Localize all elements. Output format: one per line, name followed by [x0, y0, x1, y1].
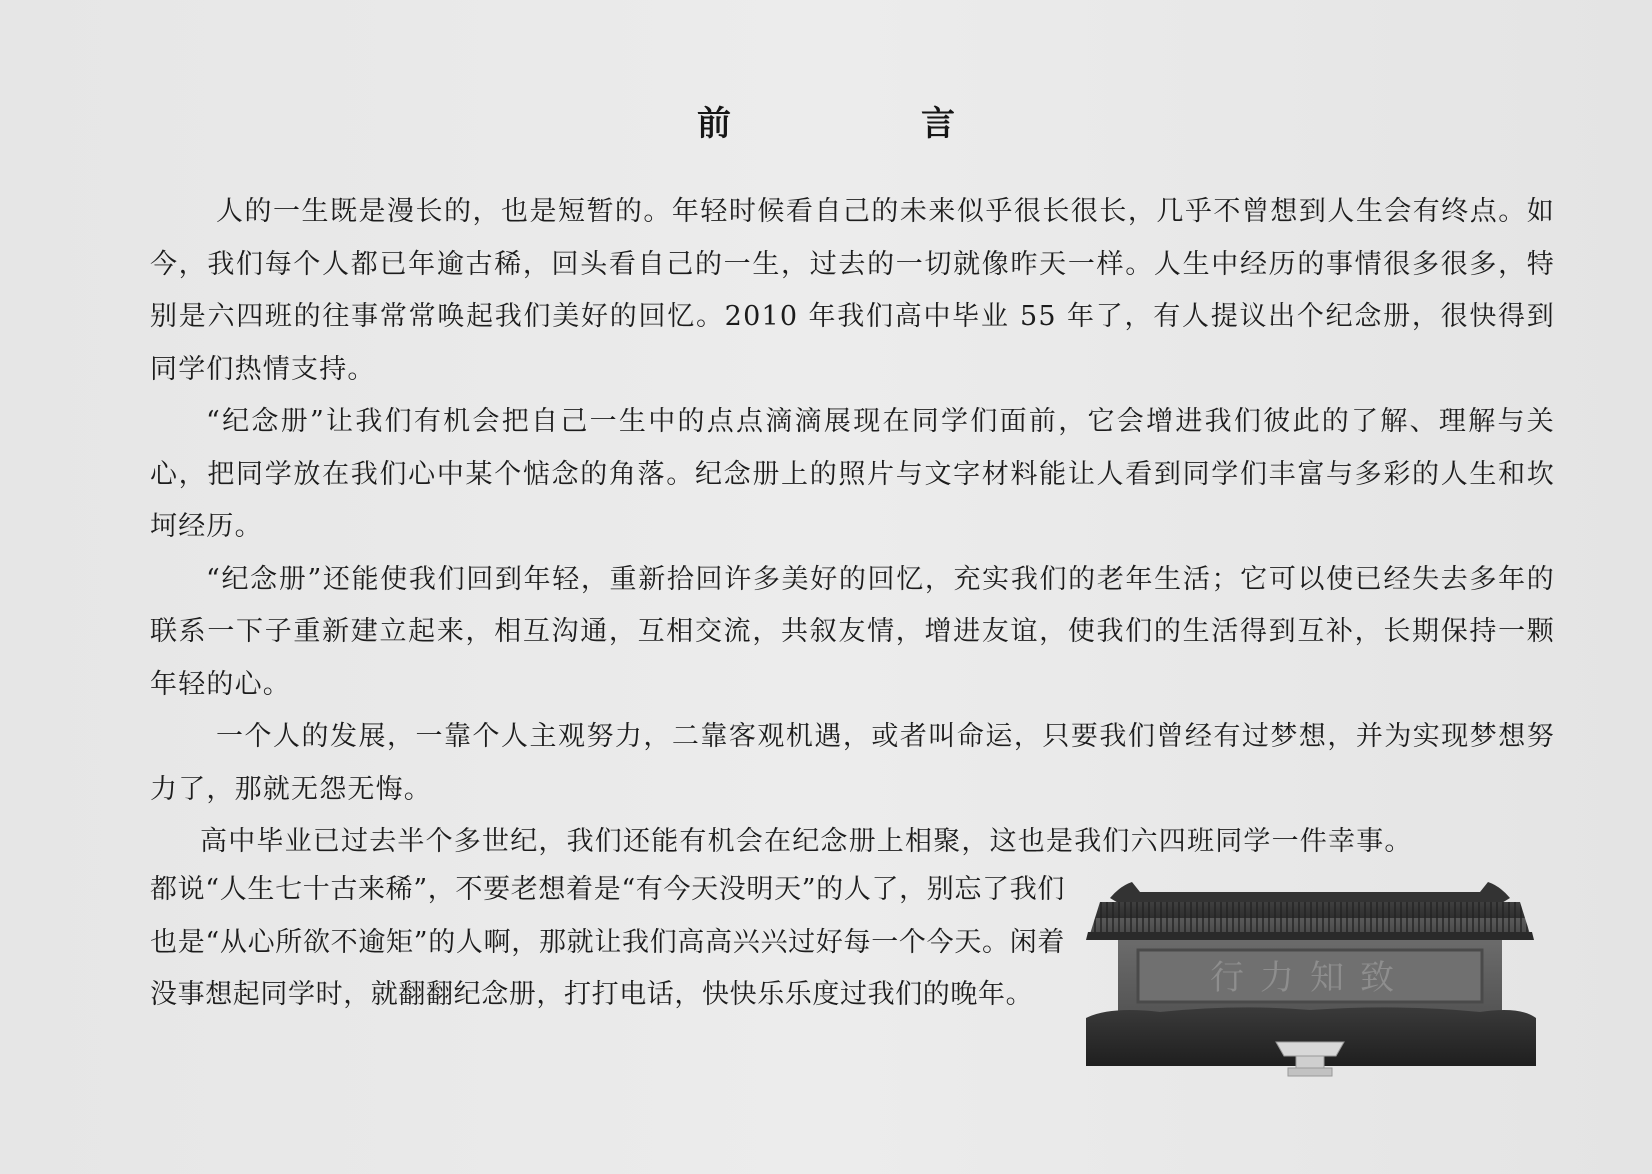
paragraph-6: 都说“人生七十古来稀”，不要老想着是“有今天没明天”的人了，别忘了我们也是“从心所欲不逾矩”的人啊，那就让我们高高兴兴过好每一个今天。闲着没事想起同学时，就翻翻纪念册，打打电话，快快乐乐度过我们的晚年。 [150, 874, 1065, 1010]
paragraph-1: 人的一生既是漫长的，也是短暂的。年轻时候看自己的未来似乎很长很长，几乎不曾想到人生会有终点。如今，我们每个人都已年逾古稀，回头看自己的一生，过去的一切就像昨天一样。人生中经历的事情很多很多，特别是六四班的往事常常唤起我们美好的回忆。2010 年我们高中毕业 55 年了，有人提议出个纪念册，很快得到同学们热情支持。 [150, 196, 1555, 385]
paragraph-5: 高中毕业已过去半个多世纪，我们还能有机会在纪念册上相聚，这也是我们六四班同学一件幸事。 [200, 826, 1413, 857]
paragraph-2: “纪念册”让我们有机会把自己一生中的点点滴滴展现在同学们面前，它会增进我们彼此的了解、理解与关心，把同学放在我们心中某个惦念的角落。纪念册上的照片与文字材料能让人看到同学们丰富与多彩的人生和坎坷经历。 [150, 406, 1555, 542]
page-title: 前 言 [697, 104, 1033, 144]
closing-paragraph-block [150, 864, 1065, 1022]
preface-body [150, 186, 1555, 869]
paragraph-3: “纪念册”还能使我们回到年轻，重新拾回许多美好的回忆，充实我们的老年生活；它可以使已经失去多年的联系一下子重新建立起来，相互沟通，互相交流，共叙友情，增进友谊，使我们的生活得到互补，长期保持一颗年轻的心。 [150, 563, 1555, 700]
inscription-stone-image [1080, 878, 1540, 1093]
roof-shape [1086, 882, 1534, 940]
paragraph-4: 一个人的发展，一靠个人主观努力，二靠客观机遇，或者叫命运，只要我们曾经有过梦想，并为实现梦想努力了，那就无怨无悔。 [150, 721, 1555, 805]
stone-inscription-text: 行力知致 [1210, 958, 1410, 998]
wall-shape [1118, 940, 1502, 1012]
